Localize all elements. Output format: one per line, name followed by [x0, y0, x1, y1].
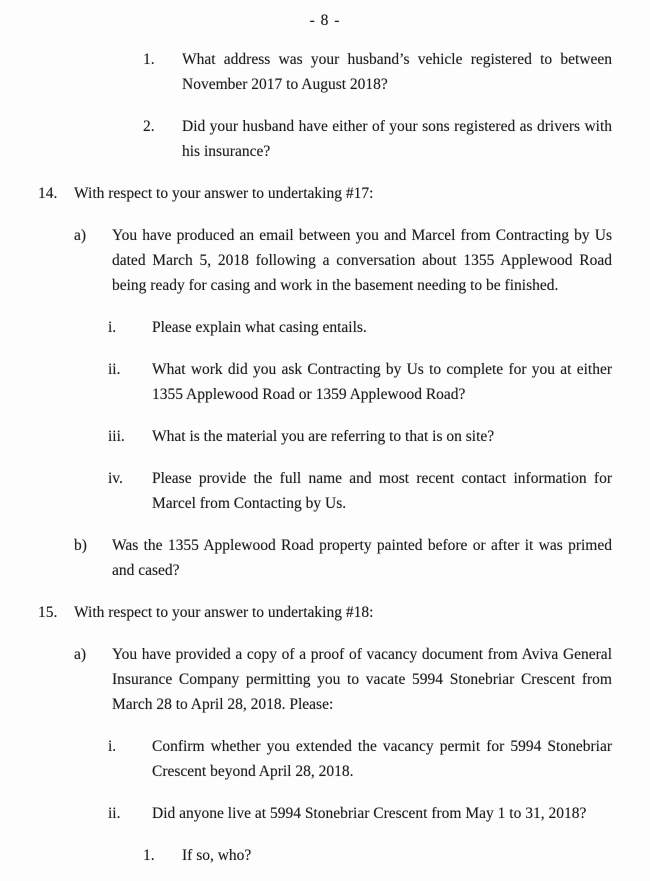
list-text: Please provide the full name and most recent contact information for Marcel from Contacting by Us. — [152, 470, 612, 512]
list-item — [0, 357, 612, 407]
list-text: You have produced an email between you and Marcel from Contracting by Us dated March 5, 2018 following a conversation about 1355 Applewood Road being ready for casing and work in the basement needing to be finished. — [112, 227, 612, 294]
list-marker: 15. — [38, 604, 58, 621]
list-item — [0, 181, 612, 206]
document-body — [0, 47, 650, 868]
list-item — [0, 734, 612, 784]
list-text: If so, who? — [182, 847, 252, 864]
list-marker: 2. — [143, 118, 155, 135]
list-text: What is the material you are referring to that is on site? — [152, 428, 495, 445]
list-item — [0, 47, 612, 97]
list-item — [0, 533, 612, 583]
list-marker: 1. — [143, 51, 155, 68]
list-item — [0, 600, 612, 625]
list-item — [0, 424, 612, 449]
list-marker: b) — [74, 537, 87, 554]
page-number: - 8 - — [309, 12, 341, 29]
list-text: Did your husband have either of your sons registered as drivers with his insurance? — [182, 118, 612, 160]
list-item — [0, 843, 612, 868]
list-item — [0, 466, 612, 516]
list-marker: 14. — [38, 185, 58, 202]
list-text: Confirm whether you extended the vacancy permit for 5994 Stonebriar Crescent beyond April 28, 2018. — [152, 738, 612, 780]
list-marker: iii. — [108, 428, 125, 445]
list-marker: ii. — [108, 805, 121, 822]
list-text: Was the 1355 Applewood Road property painted before or after it was primed and cased? — [112, 537, 612, 579]
list-marker: a) — [74, 227, 87, 244]
list-item — [0, 315, 612, 340]
list-item — [0, 114, 612, 164]
list-text: What work did you ask Contracting by Us to complete for you at either 1355 Applewood Road or 1359 Applewood Road? — [152, 361, 612, 403]
list-text: With respect to your answer to undertaking #18: — [74, 604, 374, 621]
list-text: With respect to your answer to undertaking #17: — [74, 185, 374, 202]
list-marker: 1. — [143, 847, 155, 864]
list-text: Did anyone live at 5994 Stonebriar Crescent from May 1 to 31, 2018? — [152, 805, 587, 822]
list-text: What address was your husband’s vehicle registered to between November 2017 to August 2018? — [182, 51, 612, 93]
list-item — [0, 223, 612, 298]
list-text: You have provided a copy of a proof of vacancy document from Aviva General Insurance Company permitting you to vacate 5994 Stonebriar Crescent from March 28 to April 28, 2018. Please: — [112, 646, 612, 713]
list-item — [0, 642, 612, 717]
list-marker: i. — [108, 738, 117, 755]
list-marker: ii. — [108, 361, 121, 378]
list-marker: iv. — [108, 470, 123, 487]
list-item — [0, 801, 612, 826]
list-marker: i. — [108, 319, 117, 336]
list-text: Please explain what casing entails. — [152, 319, 367, 336]
list-marker: a) — [74, 646, 87, 663]
